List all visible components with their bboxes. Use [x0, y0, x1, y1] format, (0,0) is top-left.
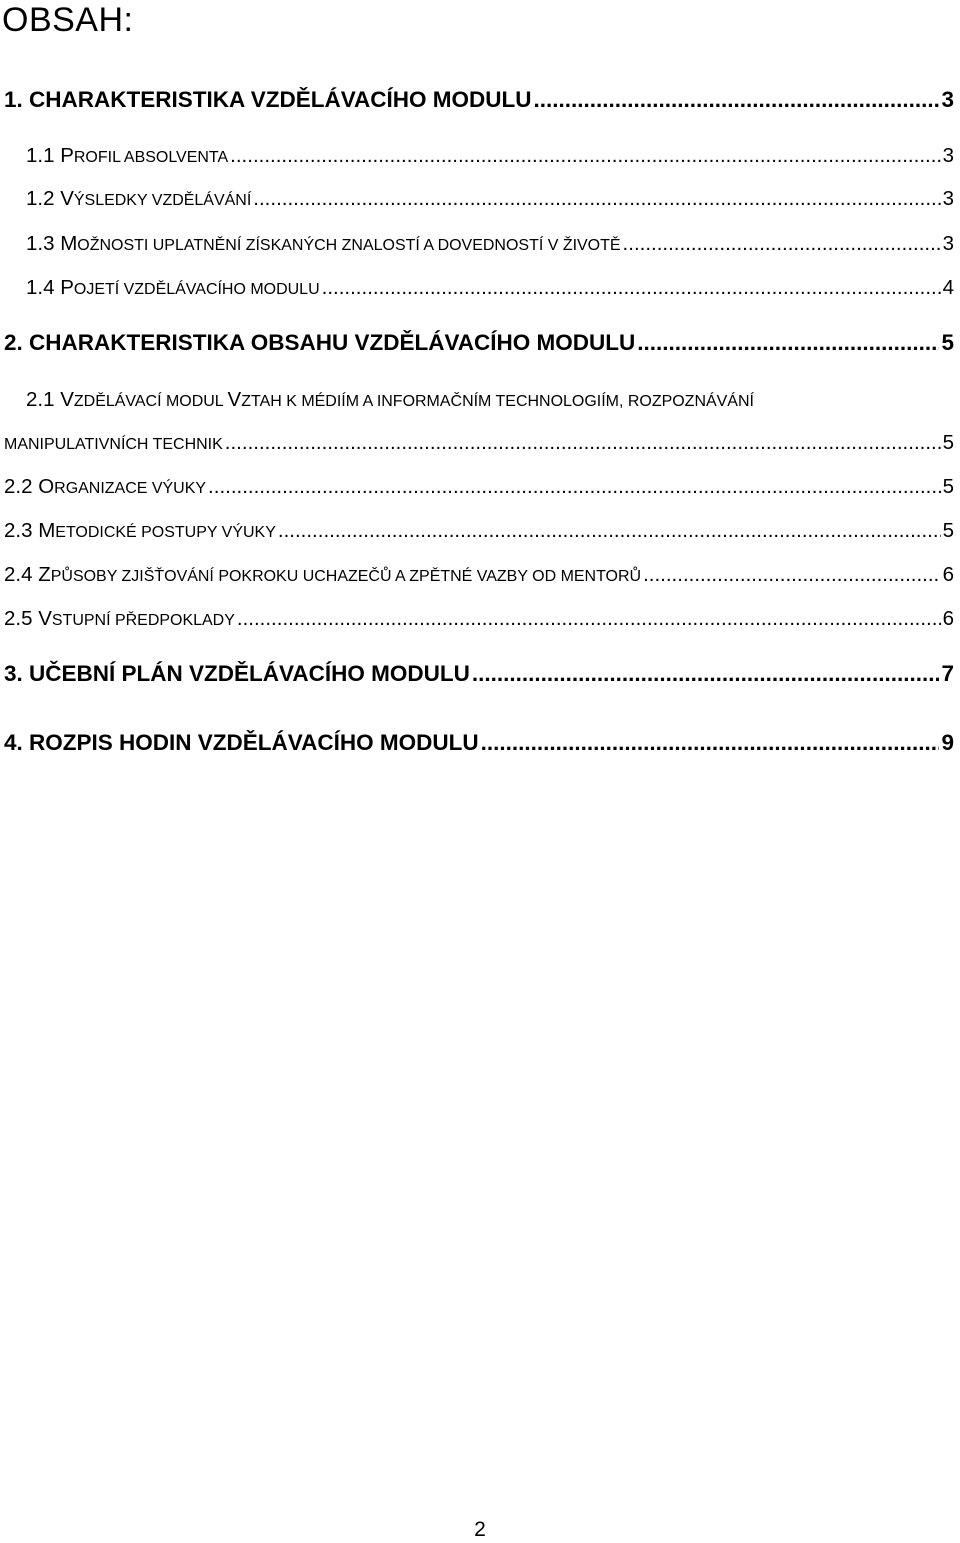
toc-entry-4[interactable]: [4, 730, 954, 756]
dot-leader: [481, 730, 940, 756]
toc-entry-title: RGANIZACE VÝUKY: [54, 480, 207, 497]
toc-entry-title: PŮSOBY ZJIŠŤOVÁNÍ POKROKU UCHAZEČŮ A ZPĚTNÉ VAZBY OD MENTORŮ: [50, 568, 642, 585]
toc-entry-number: 1.4: [26, 276, 61, 299]
toc-entry-initial: V: [227, 388, 242, 411]
toc-entry-title: ETODICKÉ POSTUPY VÝUKY: [55, 524, 276, 541]
toc-entry-initial: M: [60, 232, 78, 255]
toc-entry-initial: V: [38, 607, 52, 630]
toc-page-number: 5: [942, 431, 954, 454]
toc-page-number: 9: [941, 730, 954, 755]
toc-entry-2-5[interactable]: [4, 607, 954, 631]
toc-entry-1-1[interactable]: [26, 144, 954, 168]
toc-entry-2-2[interactable]: [4, 475, 954, 499]
toc-entry-number: 2.5: [4, 607, 39, 630]
toc-entry-3[interactable]: [4, 661, 954, 687]
toc-entry-initial: V: [60, 187, 74, 210]
dot-leader: [237, 607, 941, 631]
toc-entry-initial: P: [60, 144, 74, 167]
toc-entry-number: 2.3: [4, 519, 39, 542]
dot-leader: [278, 519, 941, 543]
dot-leader: [534, 87, 940, 113]
toc-entry-initial: V: [60, 388, 74, 411]
toc-entry-number: 1.: [4, 87, 30, 112]
toc-entry-2-1-line2[interactable]: [4, 431, 954, 455]
toc-page-number: 6: [942, 607, 954, 630]
toc-entry-number: 4.: [4, 730, 30, 755]
toc-entry-title: OŽNOSTI UPLATNĚNÍ ZÍSKANÝCH ZNALOSTÍ A DOVEDNOSTÍ V ŽIVOTĚ: [77, 237, 621, 254]
toc-entry-title: ROFIL ABSOLVENTA: [73, 149, 229, 166]
dot-leader: [253, 187, 940, 211]
dot-leader: [230, 144, 940, 168]
toc-entry-initial: O: [38, 475, 55, 498]
toc-entry-title: ZDĚLÁVACÍ MODUL: [73, 393, 228, 410]
toc-entry-number: 2.2: [4, 475, 39, 498]
toc-page-number: 3: [941, 87, 954, 112]
dot-leader: [472, 661, 940, 687]
toc-entry-number: 2.: [4, 330, 30, 355]
toc-page-number: 3: [942, 187, 954, 210]
toc-entry-title: ÝSLEDKY VZDĚLÁVÁNÍ: [73, 192, 252, 209]
toc-entry-2-3[interactable]: [4, 519, 954, 543]
toc-entry-title-cont: MANIPULATIVNÍCH TECHNIK: [4, 436, 223, 453]
toc-entry-title: UČEBNÍ PLÁN VZDĚLÁVACÍHO MODULU: [29, 661, 470, 686]
toc-page-number: 3: [942, 144, 954, 167]
toc-entry-2-4[interactable]: [4, 563, 954, 587]
dot-leader: [322, 276, 941, 300]
toc-entry-title: ROZPIS HODIN VZDĚLÁVACÍHO MODULU: [29, 730, 479, 755]
dot-leader: [208, 475, 941, 499]
toc-page-number: 5: [941, 330, 954, 355]
toc-page-number: 5: [942, 519, 954, 542]
toc-page-number: 7: [941, 661, 954, 686]
toc-entry-initial: M: [38, 519, 56, 542]
toc-entry-title: STUPNÍ PŘEDPOKLADY: [51, 612, 235, 629]
toc-entry-2-1-line1[interactable]: [26, 388, 754, 412]
toc-entry-initial: Z: [38, 563, 51, 586]
toc-page-number: 4: [942, 276, 954, 299]
toc-entry-number: 3.: [4, 661, 30, 686]
toc-entry-title: OJETÍ VZDĚLÁVACÍHO MODULU: [73, 281, 320, 298]
toc-entry-1-2[interactable]: [26, 187, 954, 211]
toc-entry-title: CHARAKTERISTIKA VZDĚLÁVACÍHO MODULU: [29, 87, 532, 112]
toc-entry-number: 1.3: [26, 232, 61, 255]
dot-leader: [643, 563, 941, 587]
toc-entry-number: 2.4: [4, 563, 39, 586]
dot-leader: [225, 431, 941, 455]
toc-entry-number: 1.1: [26, 144, 61, 167]
toc-entry-number: 1.2: [26, 187, 61, 210]
toc-heading: OBSAH:: [2, 1, 134, 39]
toc-entry-1-4[interactable]: [26, 276, 954, 300]
toc-entry-title: CHARAKTERISTIKA OBSAHU VZDĚLÁVACÍHO MODULU: [29, 330, 636, 355]
toc-entry-2[interactable]: [4, 330, 954, 356]
toc-entry-1[interactable]: [4, 87, 954, 113]
toc-page-number: 6: [942, 563, 954, 586]
page-number-footer: 2: [474, 1518, 486, 1541]
dot-leader: [623, 232, 941, 256]
toc-entry-number: 2.1: [26, 388, 61, 411]
toc-entry-initial: P: [60, 276, 74, 299]
dot-leader: [637, 330, 939, 356]
toc-entry-title-cont: ZTAH K MÉDIÍM A INFORMAČNÍM TECHNOLOGIÍM, ROZPOZNÁVÁNÍ: [241, 393, 754, 410]
toc-page-number: 5: [942, 475, 954, 498]
toc-entry-1-3[interactable]: [26, 232, 954, 256]
toc-page-number: 3: [942, 232, 954, 255]
